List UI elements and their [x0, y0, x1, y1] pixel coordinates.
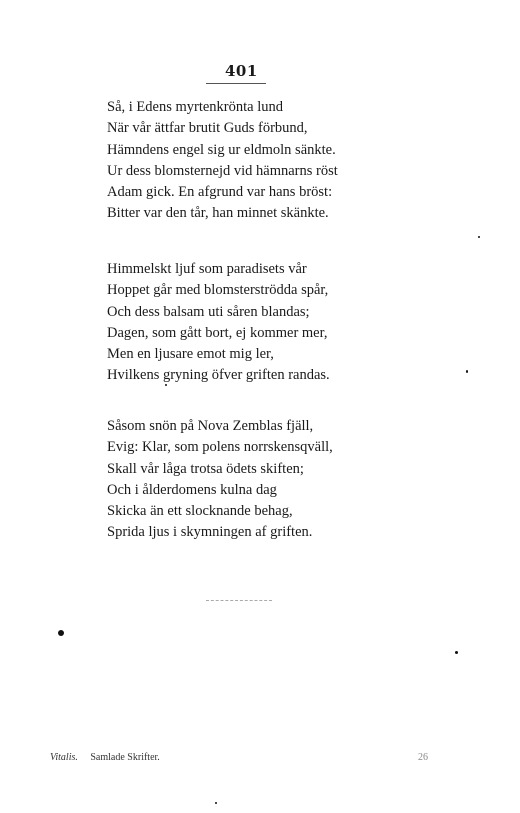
poem-line: Adam gick. En afgrund var hans bröst:	[107, 184, 333, 201]
poem-line: Bitter var den tår, han minnet skänkte.	[107, 205, 329, 222]
footer-author: Vitalis.	[50, 752, 78, 763]
poem-line: När vår ättfar brutit Guds förbund,	[107, 120, 308, 137]
poem-line: Himmelskt ljuf som paradisets vår	[107, 261, 307, 277]
poem-line: Hämndens engel sig ur eldmoln sänkte.	[107, 141, 336, 158]
poem-line: Såsom snön på Nova Zemblas fjäll,	[107, 418, 314, 434]
ink-speck	[58, 630, 64, 636]
footer-left	[50, 752, 160, 763]
poem-line: Så, i Edens myrtenkrönta lund	[107, 99, 283, 115]
poem-line: Dagen, som gått bort, ej kommer mer,	[107, 324, 328, 341]
poem-line: Skicka än ett slocknande behag,	[107, 503, 293, 520]
poem-line: Evig: Klar, som polens norrskensqväll,	[107, 439, 333, 456]
page-footer	[50, 752, 428, 763]
footer-title: Samlade Skrifter.	[90, 752, 160, 763]
stanza-3	[107, 416, 333, 544]
ink-speck	[455, 651, 458, 654]
ink-speck	[478, 236, 480, 238]
ink-speck	[215, 802, 217, 804]
end-rule	[206, 600, 272, 601]
ink-speck	[466, 370, 468, 373]
poem-line: Hoppet går med blomsterströdda spår,	[107, 282, 329, 299]
ink-speck	[165, 384, 167, 386]
stanza-1	[107, 97, 338, 225]
poem-line: Och dess balsam uti såren blandas;	[107, 303, 310, 320]
poem-line: Hvilkens gryning öfver griften randas.	[107, 367, 330, 384]
poem-line: Och i ålderdomens kulna dag	[107, 481, 277, 498]
poem-line: Skall vår låga trotsa ödets skiften;	[107, 460, 304, 477]
poem-line: Sprida ljus i skymningen af griften.	[107, 524, 313, 541]
footer-signature: 26	[418, 752, 428, 763]
poem-line: Ur dess blomsternejd vid hämnarns röst	[107, 162, 338, 179]
stanza-2	[107, 259, 330, 387]
page-number-rule	[206, 83, 266, 84]
poem-line: Men en ljusare emot mig ler,	[107, 346, 274, 363]
page-number: 401	[225, 62, 258, 80]
